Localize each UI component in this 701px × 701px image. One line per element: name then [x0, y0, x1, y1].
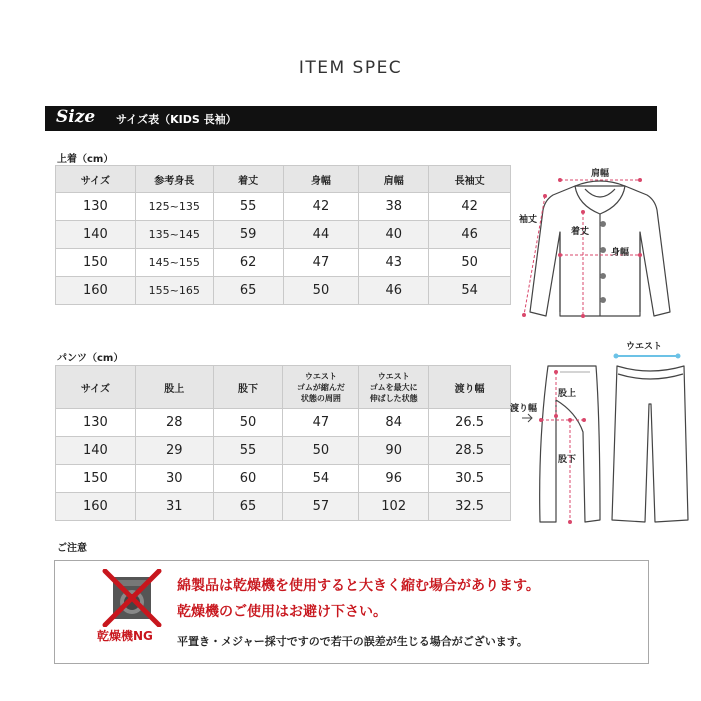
top-cell: 54 [429, 277, 511, 305]
dryer-ng-icon [99, 569, 165, 627]
pants-cell: 140 [56, 437, 136, 465]
top-cell: 42 [283, 193, 359, 221]
size-header-subtitle: サイズ表（KIDS 長袖） [116, 113, 237, 126]
inseam-label: 股下 [558, 455, 577, 465]
pants-cell: 84 [359, 409, 429, 437]
top-header-cell: 長袖丈 [429, 166, 511, 193]
pants-cell: 57 [283, 493, 359, 521]
pants-cell: 55 [213, 437, 283, 465]
top-cell: 46 [359, 277, 429, 305]
top-cell: 43 [359, 249, 429, 277]
top-cell: 38 [359, 193, 429, 221]
pants-table-label: パンツ（cm） [57, 353, 124, 364]
top-header-cell: 肩幅 [359, 166, 429, 193]
pants-cell: 130 [56, 409, 136, 437]
caution-line-1: 綿製品は乾燥機を使用すると大きく縮む場合があります。 [177, 578, 540, 594]
pants-cell: 90 [359, 437, 429, 465]
pants-cell: 54 [283, 465, 359, 493]
top-cell: 145~155 [135, 249, 213, 277]
pants-cell: 28 [135, 409, 213, 437]
pants-header-cell: 渡り幅 [429, 366, 511, 409]
top-cell: 50 [429, 249, 511, 277]
top-cell: 150 [56, 249, 136, 277]
top-cell: 130 [56, 193, 136, 221]
top-cell: 135~145 [135, 221, 213, 249]
top-cell: 155~165 [135, 277, 213, 305]
top-header-cell: サイズ [56, 166, 136, 193]
caution-line-3: 平置き・メジャー採寸ですので若干の誤差が生じる場合がございます。 [177, 635, 528, 648]
pants-cell: 28.5 [429, 437, 511, 465]
pants-header-cell: 股下 [213, 366, 283, 409]
body-width-label: 身幅 [611, 248, 630, 258]
size-header-title: Size [56, 107, 96, 127]
pants-cell: 65 [213, 493, 283, 521]
pants-cell: 60 [213, 465, 283, 493]
pants-cell: 96 [359, 465, 429, 493]
top-cell: 62 [213, 249, 283, 277]
body-length-label: 着丈 [571, 227, 590, 237]
pants-cell: 29 [135, 437, 213, 465]
pants-cell: 102 [359, 493, 429, 521]
pants-header-cell: 股上 [135, 366, 213, 409]
pants-cell: 30 [135, 465, 213, 493]
pants-cell: 30.5 [429, 465, 511, 493]
pants-header-cell: サイズ [56, 366, 136, 409]
top-cell: 47 [283, 249, 359, 277]
top-cell: 125~135 [135, 193, 213, 221]
pants-cell: 160 [56, 493, 136, 521]
shoulder-width-label: 肩幅 [591, 169, 610, 179]
caution-label: ご注意 [57, 543, 87, 554]
rise-label: 股上 [558, 389, 577, 399]
sleeve-length-label: 袖丈 [519, 215, 538, 225]
top-cell: 40 [359, 221, 429, 249]
pants-cell: 50 [213, 409, 283, 437]
pants-header-cell: ウエスト ゴムを最大に 伸ばした状態 [359, 366, 429, 409]
top-table-label: 上着（cm） [57, 154, 114, 165]
top-cell: 160 [56, 277, 136, 305]
top-cell: 46 [429, 221, 511, 249]
thigh-width-label: 渡り幅 [510, 404, 538, 414]
pants-cell: 26.5 [429, 409, 511, 437]
pants-cell: 31 [135, 493, 213, 521]
top-cell: 55 [213, 193, 283, 221]
top-header-cell: 着丈 [213, 166, 283, 193]
pants-header-cell: ウエスト ゴムが縮んだ 状態の周囲 [283, 366, 359, 409]
waist-label: ウエスト [626, 342, 663, 352]
top-cell: 59 [213, 221, 283, 249]
pants-cell: 47 [283, 409, 359, 437]
top-cell: 44 [283, 221, 359, 249]
caution-box [54, 560, 649, 664]
top-cell: 42 [429, 193, 511, 221]
top-header-cell: 身幅 [283, 166, 359, 193]
caution-line-2: 乾燥機のご使用はお避け下さい。 [177, 604, 387, 620]
page-title: ITEM SPEC [298, 58, 403, 78]
top-cell: 65 [213, 277, 283, 305]
pants-cell: 150 [56, 465, 136, 493]
dryer-ng-text: 乾燥機NG [97, 629, 153, 643]
pants-cell: 32.5 [429, 493, 511, 521]
top-header-cell: 参考身長 [135, 166, 213, 193]
top-cell: 50 [283, 277, 359, 305]
top-cell: 140 [56, 221, 136, 249]
pants-cell: 50 [283, 437, 359, 465]
